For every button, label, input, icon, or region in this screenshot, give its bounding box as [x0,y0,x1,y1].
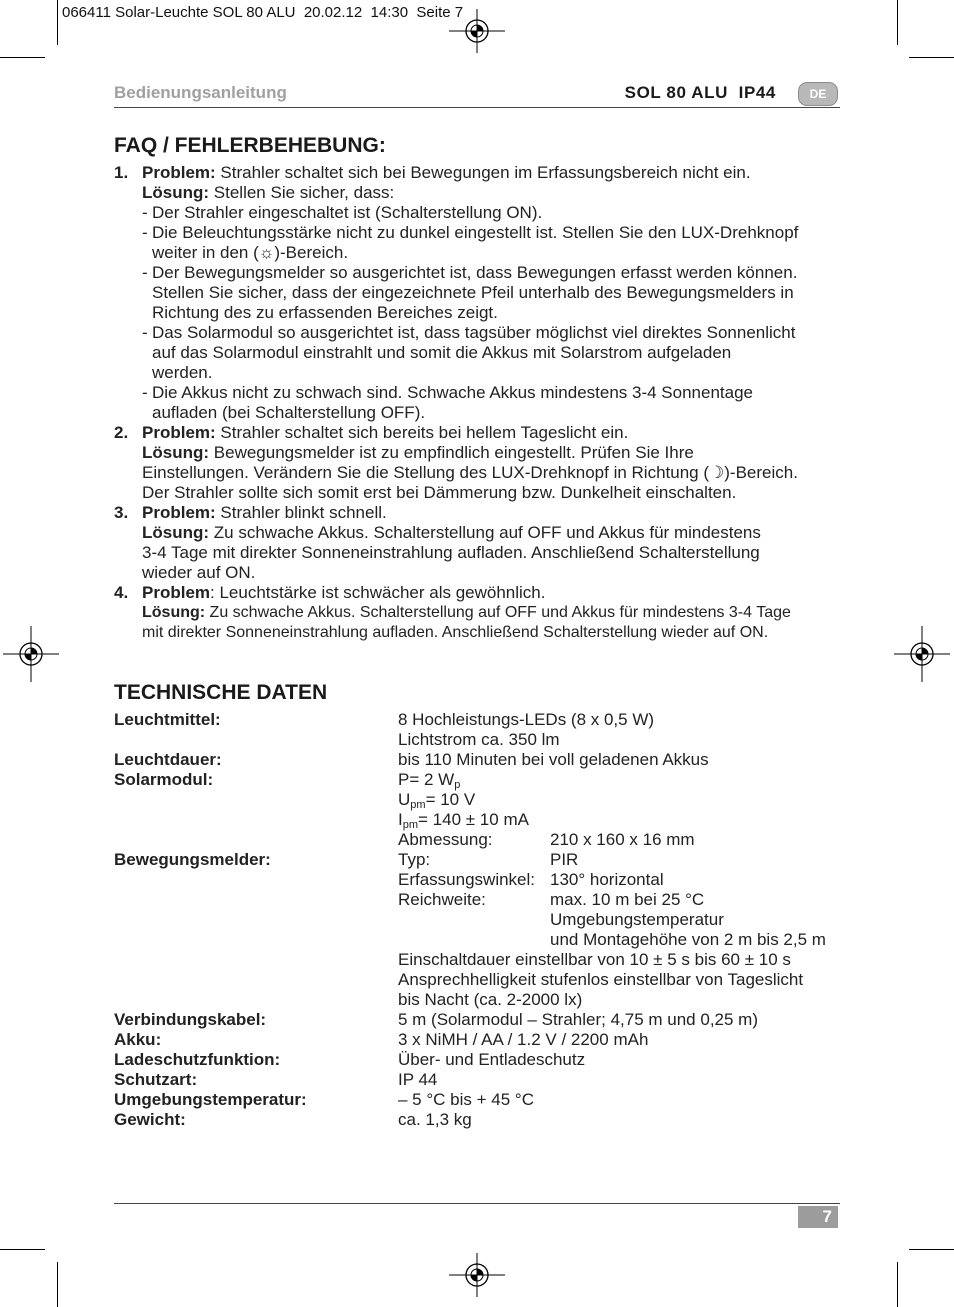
check-text: Die Akkus nicht zu schwach sind. Schwache Akkus mindestens 3-4 Sonnentage [152,383,754,402]
check-item [114,323,854,343]
specs-table [114,710,854,1130]
spec-sublabel: Typ: [398,850,431,869]
spec-label: Leuchtdauer: [114,750,222,769]
spec-label: Ladeschutzfunktion: [114,1050,281,1069]
check-text: Stellen Sie sicher, dass der eingezeichnete Pfeil unterhalb des Bewegungsmelders in [152,283,794,302]
problem-text: Strahler blinkt schnell. [220,503,387,522]
spec-value-current [398,810,529,830]
spec-row-battery [114,1030,854,1050]
crop-mark-bottom-left-vertical [57,1262,58,1307]
crop-mark-top-left-vertical [57,0,58,45]
spec-row-ambient-temperature [114,1090,854,1110]
faq-problem-line [114,583,854,603]
check-text: weiter in den (☼)-Bereich. [152,243,349,262]
spec-row-charge-protection [114,1050,854,1070]
spec-row-lighting [114,710,854,730]
problem-text: Strahler schaltet sich bereits bei hellem Tageslicht ein. [220,423,629,442]
solution-text: wieder auf ON. [142,563,256,582]
bullet-dash: - [142,383,148,402]
solution-label: Lösung: [142,183,210,202]
spec-subvalue: 130° horizontal [550,870,664,889]
spec-value-power [398,770,460,790]
current-subscript: pm [402,819,419,831]
spec-value: 3 x NiMH / AA / 1.2 V / 2200 mAh [398,1030,649,1049]
spec-value: Lichtstrom ca. 350 lm [398,730,560,749]
spec-label: Solarmodul: [114,770,214,789]
check-continuation [114,403,854,423]
registration-mark-icon [894,626,950,682]
faq-solution-continuation [114,483,854,503]
spec-row-continuation [114,870,854,890]
spec-label: Verbindungskabel: [114,1010,267,1029]
check-continuation [114,283,854,303]
spec-label: Akku: [114,1030,162,1049]
model-name: SOL 80 ALU IP44 [624,83,776,102]
power-text: P= 2 W [398,770,455,789]
crop-mark-bottom-right-horizontal [909,1249,954,1250]
spec-value: Einschaltdauer einstellbar von 10 ± 5 s bis 60 ± 10 s [398,950,791,969]
faq-solution-continuation [114,623,854,643]
spec-row-continuation [114,890,854,910]
solution-text: Stellen Sie sicher, dass: [213,183,395,202]
voltage-symbol: U [398,790,411,809]
voltage-subscript: pm [410,799,426,811]
crop-mark-top-right-horizontal [909,57,954,58]
check-item [114,223,854,243]
check-text: auf das Solarmodul einstrahlt und somit die Akkus mit Solarstrom aufgeladen [152,343,732,362]
bullet-dash: - [142,263,148,282]
spec-sublabel: Erfassungswinkel: [398,870,536,889]
spec-label: Gewicht: [114,1110,186,1129]
spec-row-continuation [114,810,854,830]
spec-row-continuation [114,990,854,1010]
manual-label: Bedienungsanleitung [114,83,287,102]
registration-mark-icon [3,626,59,682]
faq-title: FAQ / FEHLERBEHEBUNG: [114,134,386,157]
faq-solution-line [114,443,854,463]
problem-text: : Leuchtstärke ist schwächer als gewöhnlich. [210,583,546,602]
spec-subvalue: und Montagehöhe von 2 m bis 2,5 m [550,930,826,949]
problem-label: Problem [142,583,211,602]
spec-row-motion-sensor [114,850,854,870]
spec-value: ca. 1,3 kg [398,1110,472,1129]
faq-solution-continuation [114,563,854,583]
spec-subvalue: PIR [550,850,579,869]
solution-label: Lösung: [142,604,206,621]
check-text: Das Solarmodul so ausgerichtet ist, dass tagsüber möglichst viel direktes Sonnenlicht [152,323,796,342]
spec-sublabel: Abmessung: [398,830,493,849]
faq-item-number: 1. [114,163,129,182]
spec-value-voltage [398,790,475,810]
spec-row-protection-class [114,1070,854,1090]
problem-label: Problem: [142,423,216,442]
check-text: aufladen (bei Schalterstellung OFF). [152,403,426,422]
current-symbol: I [398,810,403,829]
problem-label: Problem: [142,503,216,522]
bullet-dash: - [142,203,148,222]
spec-label: Umgebungstemperatur: [114,1090,307,1109]
faq-solution-continuation [114,463,854,483]
crop-mark-top-right-vertical [897,0,898,45]
problem-text: Strahler schaltet sich bei Bewegungen im Erfassungsbereich nicht ein. [220,163,751,182]
print-slug: 066411 Solar-Leuchte SOL 80 ALU 20.02.12 14:30 Seite 7 [62,4,464,21]
spec-row-duration [114,750,854,770]
spec-subvalue: Umgebungstemperatur [550,910,724,929]
solution-text: Bewegungsmelder ist zu empfindlich eingestellt. Prüfen Sie Ihre [213,443,694,462]
faq-problem-line [114,503,854,523]
problem-label: Problem: [142,163,216,182]
solution-label: Lösung: [142,523,210,542]
spec-subvalue: max. 10 m bei 25 °C [550,890,705,909]
check-continuation [114,243,854,263]
spec-row-continuation [114,830,854,850]
faq-solution-line [114,183,854,203]
spec-row-continuation [114,910,854,930]
solution-text: mit direkter Sonneneinstrahlung aufladen. Anschließend Schalterstellung wieder auf ON. [142,624,769,641]
spec-sublabel: Reichweite: [398,890,486,909]
check-continuation [114,363,854,383]
crop-mark-bottom-right-vertical [897,1262,898,1307]
faq-item-number: 3. [114,503,129,522]
bullet-dash: - [142,323,148,342]
spec-row-weight [114,1110,854,1130]
faq-item-number: 2. [114,423,129,442]
spec-value: bis Nacht (ca. 2-2000 lx) [398,990,583,1009]
solution-text: Einstellungen. Verändern Sie die Stellung des LUX-Drehknopf in Richtung (☽)-Bereich. [142,463,798,482]
solution-text: Der Strahler sollte sich somit erst bei Dämmerung bzw. Dunkelheit einschalten. [142,483,737,502]
language-badge: DE [798,82,838,106]
page-number: 7 [798,1206,838,1228]
spec-label: Schutzart: [114,1070,198,1089]
voltage-text: = 10 V [425,790,476,809]
spec-row-continuation [114,790,854,810]
spec-value: 8 Hochleistungs-LEDs (8 x 0,5 W) [398,710,655,729]
faq-list [114,163,854,643]
spec-value: Über- und Entladeschutz [398,1050,586,1069]
power-subscript: p [454,779,461,791]
solution-label: Lösung: [142,443,210,462]
check-text: Die Beleuchtungsstärke nicht zu dunkel eingestellt ist. Stellen Sie den LUX-Drehknopf [152,223,799,242]
check-text: Richtung des zu erfassenden Bereiches zeigt. [152,303,498,322]
solution-text: 3-4 Tage mit direkter Sonneneinstrahlung aufladen. Anschließend Schalterstellung [142,543,760,562]
spec-value: IP 44 [398,1070,438,1089]
registration-mark-icon [449,1247,505,1303]
check-text: Der Bewegungsmelder so ausgerichtet ist, dass Bewegungen erfasst werden können. [152,263,798,282]
spec-label: Leuchtmittel: [114,710,221,729]
faq-item-number: 4. [114,583,129,602]
spec-value: bis 110 Minuten bei voll geladenen Akkus [398,750,709,769]
spec-subvalue: 210 x 160 x 16 mm [550,830,695,849]
specs-title: TECHNISCHE DATEN [114,681,328,704]
check-continuation [114,303,854,323]
spec-row-solar-module [114,770,854,790]
spec-value: 5 m (Solarmodul – Strahler; 4,75 m und 0,25 m) [398,1010,758,1029]
spec-row-continuation [114,970,854,990]
faq-solution-line [114,523,854,543]
faq-solution-continuation [114,543,854,563]
check-item [114,263,854,283]
check-text: Der Strahler eingeschaltet ist (Schalterstellung ON). [152,203,543,222]
crop-mark-bottom-left-horizontal [0,1249,45,1250]
registration-mark-icon [449,3,505,59]
bullet-dash: - [142,223,148,242]
check-text: werden. [152,363,213,382]
spec-row-continuation [114,950,854,970]
current-text: = 140 ± 10 mA [418,810,529,829]
spec-row-continuation [114,930,854,950]
footer-rule [114,1203,840,1204]
spec-row-cable [114,1010,854,1030]
crop-mark-top-left-horizontal [0,57,45,58]
spec-value: Ansprechhelligkeit stufenlos einstellbar von Tageslicht [398,970,804,989]
check-item [114,383,854,403]
faq-problem-line [114,423,854,443]
solution-text: Zu schwache Akkus. Schalterstellung auf OFF und Akkus für mindestens 3-4 Tage [209,604,791,621]
faq-solution-line [114,603,854,623]
check-item [114,203,854,223]
spec-value: – 5 °C bis + 45 °C [398,1090,534,1109]
faq-problem-line [114,163,854,183]
spec-row-continuation [114,730,854,750]
spec-label: Bewegungsmelder: [114,850,271,869]
header-rule [114,107,840,108]
check-continuation [114,343,854,363]
solution-text: Zu schwache Akkus. Schalterstellung auf OFF und Akkus für mindestens [213,523,761,542]
